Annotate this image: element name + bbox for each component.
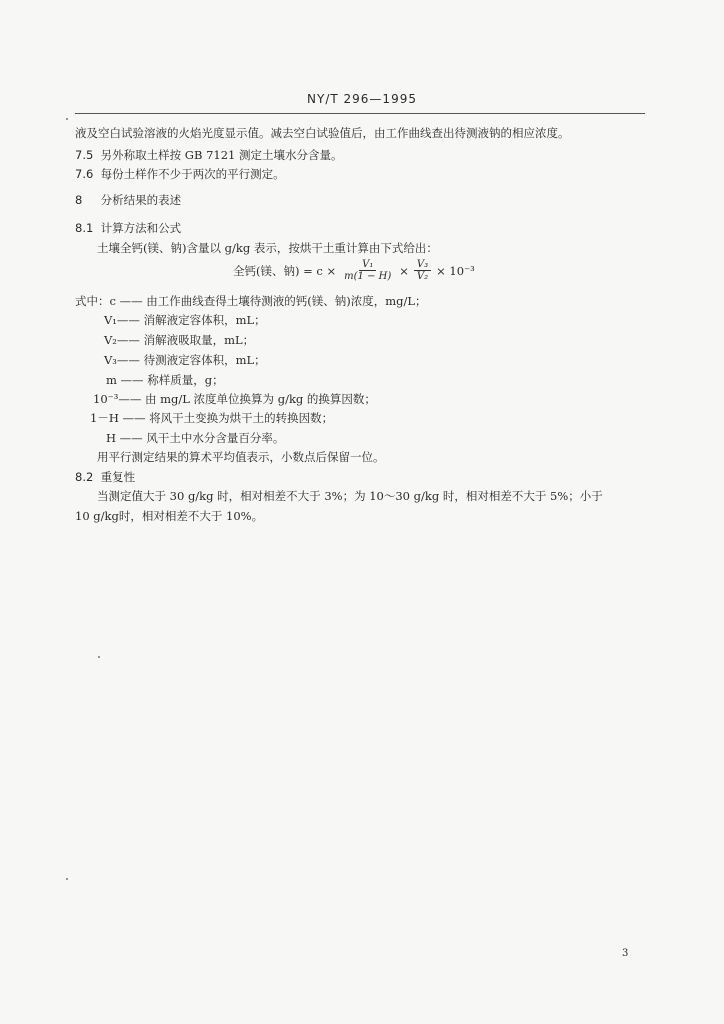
fraction-2 [414, 259, 431, 282]
variable-h: H —— 风干土中水分含量百分率。 [106, 431, 285, 445]
scan-speck [66, 878, 68, 880]
clause-title: 计算方法和公式 [100, 221, 182, 235]
clause-7-6 [75, 166, 285, 182]
clause-text: 另外称取土样按 GB 7121 测定土壤水分含量。 [100, 148, 343, 162]
clause-number: 7.6 [75, 167, 94, 181]
clause-number: 7.5 [75, 148, 94, 162]
scan-speck [66, 118, 68, 120]
text-line-6: 土壤全钙(镁、钠)含量以 g/kg 表示，按烘干土重计算由下式给出： [97, 241, 438, 255]
text-line-1: 液及空白试验溶液的火焰光度显示值。减去空白试验值后，由工作曲线查出待测液钠的相应浓度。 [75, 126, 570, 140]
fraction-2-denominator: V₂ [416, 271, 429, 282]
section-title: 分析结果的表述 [100, 193, 182, 207]
variable-v1: V₁—— 消解液定容体积，mL； [104, 313, 266, 327]
formula-times: × [399, 263, 409, 278]
formula-tail: × 10⁻³ [436, 263, 475, 278]
clause-8-1-heading [75, 220, 181, 236]
section-number: 8 [75, 193, 83, 207]
clause-8-2-heading [75, 469, 135, 485]
text-line-17: 当测定值大于 30 g/kg 时，相对相差不大于 3%；为 10～30 g/kg 时，相对相差不大于 5%；小于 [97, 489, 603, 503]
section-8-heading [75, 192, 181, 208]
variable-1-minus-h: 1－H —— 将风干土变换为烘干土的转换因数； [90, 411, 334, 425]
fraction-1-denominator: m(1 − H) [344, 271, 392, 282]
standard-code-header: NY/T 296—1995 [307, 92, 417, 106]
page-number: 3 [622, 948, 629, 959]
variable-conversion-factor: 10⁻³—— 由 mg/L 浓度单位换算为 g/kg 的换算因数； [93, 392, 376, 406]
scan-speck [98, 656, 100, 658]
variable-v2: V₂—— 消解液吸取量，mL； [104, 333, 255, 347]
clause-title: 重复性 [100, 470, 136, 484]
fraction-1-numerator: V₁ [359, 259, 376, 271]
variable-v3: V₃—— 待测液定容体积，mL； [104, 353, 266, 367]
header-rule [75, 113, 645, 114]
text-line-15: 用平行测定结果的算术平均值表示，小数点后保留一位。 [97, 450, 385, 464]
clause-number: 8.1 [75, 221, 94, 235]
formula-lhs: 全钙(镁、钠) = c × [233, 263, 337, 278]
fraction-1 [341, 259, 394, 282]
calculation-formula [233, 259, 475, 282]
text-line-18: 10 g/kg时，相对相差不大于 10%。 [75, 509, 264, 523]
variable-c: 式中：c —— 由工作曲线查得土壤待测液的钙(镁、钠)浓度，mg/L； [75, 294, 427, 308]
clause-number: 8.2 [75, 470, 94, 484]
clause-text: 每份土样作不少于两次的平行测定。 [100, 167, 285, 181]
fraction-2-numerator: V₃ [414, 259, 431, 271]
clause-7-5 [75, 147, 343, 163]
variable-m: m —— 称样质量，g； [106, 373, 224, 387]
